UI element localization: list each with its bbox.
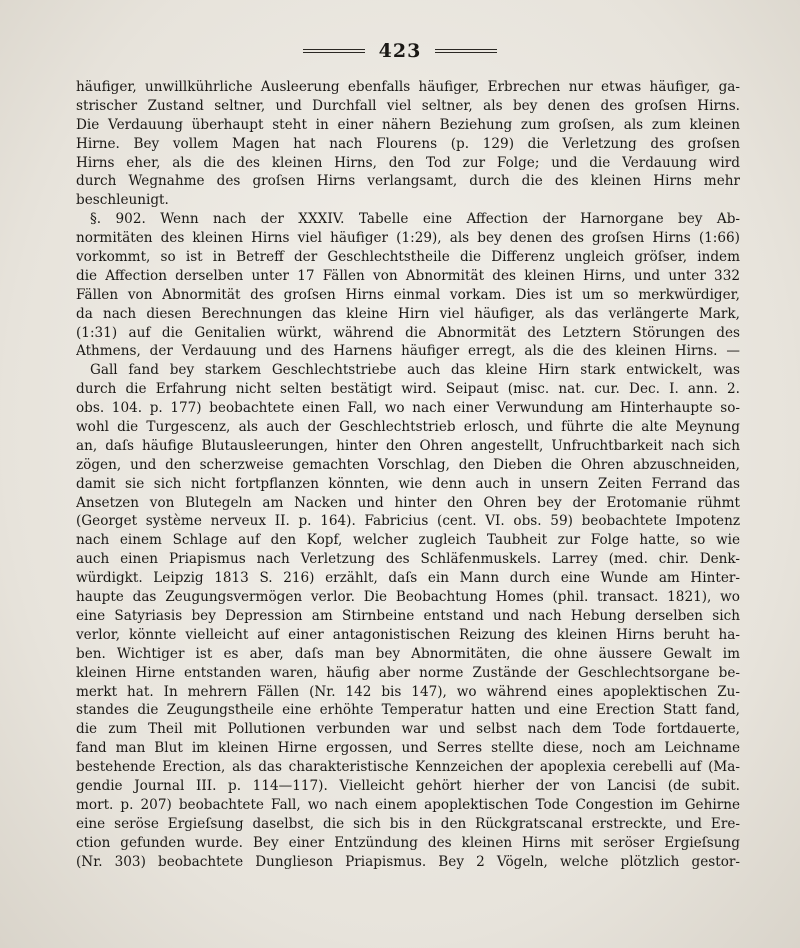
text-line: vorkommt, so ist in Betreff der Geschlechtstheile die Differenz ungleich gröſser, indem	[76, 249, 740, 266]
text-line: Ansetzen von Blutegeln am Nacken und hinter den Ohren bey der Erotomanie rühmt	[76, 494, 740, 511]
text-line: Hirne. Bey vollem Magen hat nach Flourens (p. 129) die Verletzung des groſsen	[76, 135, 740, 152]
text-line: durch Wegnahme des groſsen Hirns verlangsamt, durch die des kleinen Hirns mehr	[76, 173, 740, 190]
text-line: eine seröse Ergieſsung daselbst, die sich bis in den Rückgratscanal erstreckte, und Ere-	[76, 815, 740, 832]
text-line: eine Satyriasis bey Depression am Stirnbeine entstand und nach Hebung derselben sich	[76, 607, 740, 624]
text-line: haupte das Zeugungsvermögen verlor. Die Beobachtung Homes (phil. transact. 1821), wo	[76, 589, 740, 606]
text-line: kleinen Hirne entstanden waren, häufig aber norme Zustände der Geschlechtsorgane be-	[76, 664, 740, 681]
text-line: standes die Zeugungstheile eine erhöhte Temperatur hatten und eine Erection Statt fand,	[76, 702, 740, 719]
text-line: zögen, und den scherzweise gemachten Vorschlag, den Dieben die Ohren abzuschneiden,	[76, 456, 740, 473]
text-line: häufiger, unwillkührliche Ausleerung ebenfalls häufiger, Erbrechen nur etwas häufiger, ga-	[76, 79, 740, 95]
body-text	[76, 78, 740, 871]
text-line: mort. p. 207) beobachtete Fall, wo nach einem apoplektischen Tode Congestion im Gehirne	[76, 796, 740, 813]
text-line: normitäten des kleinen Hirns viel häufiger (1:29), als bey denen des groſsen Hirns (1:66)	[76, 230, 740, 247]
text-line: §. 902. Wenn nach der XXXIV. Tabelle eine Affection der Harnorgane bey Ab-	[90, 211, 740, 228]
text-line: (Georget système nerveux II. p. 164). Fabricius (cent. VI. obs. 59) beobachtete Impotenz	[76, 513, 740, 530]
text-line: Fällen von Abnormität des groſsen Hirns einmal vorkam. Dies ist um so merkwürdiger,	[76, 286, 740, 303]
text-line: (Nr. 303) beobachtete Dunglieson Priapismus. Bey 2 Vögeln, welche plötzlich gestor-	[76, 853, 740, 870]
text-line: würdigkt. Leipzig 1813 S. 216) erzählt, daſs ein Mann durch eine Wunde am Hinter-	[76, 570, 740, 587]
page-header	[0, 40, 800, 62]
header-rule-left	[303, 49, 365, 53]
text-line: nach einem Schlage auf den Kopf, welcher zugleich Taubheit zur Folge hatte, so wie	[76, 532, 740, 549]
text-line: an, daſs häufige Blutausleerungen, hinter den Ohren angestellt, Unfruchtbarkeit nach sich	[76, 437, 740, 454]
text-line: auch einen Priapismus nach Verletzung des Schläfenmuskels. Larrey (med. chir. Denk-	[76, 551, 740, 568]
text-line: durch die Erfahrung nicht selten bestätigt wird. Seipaut (misc. nat. cur. Dec. I. ann. 2.	[76, 381, 740, 398]
text-line: Die Verdauung überhaupt steht in einer nähern Beziehung zum groſsen, als zum kleinen	[76, 116, 740, 133]
text-line: strischer Zustand seltner, und Durchfall viel seltner, als bey denen des groſsen Hirns.	[76, 97, 740, 114]
text-line: da nach diesen Berechnungen das kleine Hirn viel häufiger, als das verlängerte Mark,	[76, 305, 740, 322]
page-number: 423	[378, 40, 422, 62]
text-line: die zum Theil mit Pollutionen verbunden war und selbst nach dem Tode fortdauerte,	[76, 721, 740, 738]
text-line: fand man Blut im kleinen Hirne ergossen, und Serres stellte diese, noch am Leichname	[76, 740, 740, 757]
text-line: gendie Journal III. p. 114—117). Vielleicht gehört hierher der von Lancisi (de subit.	[76, 777, 740, 794]
text-line: Gall fand bey starkem Geschlechtstriebe auch das kleine Hirn stark entwickelt, was	[90, 362, 740, 379]
text-line: ction gefunden wurde. Bey einer Entzündung des kleinen Hirns mit seröser Ergieſsung	[76, 834, 740, 851]
text-line: damit sie sich nicht fortpflanzen könnten, wie denn auch in unsern Zeiten Ferrand das	[76, 475, 740, 492]
text-line: Athmens, der Verdauung und des Harnens häufiger erregt, als die des kleinen Hirns. —	[76, 343, 740, 360]
header-rule-right	[435, 49, 497, 53]
text-line: wohl die Turgescenz, als auch der Geschlechtstrieb erlosch, und führte die alte Meynung	[76, 419, 740, 436]
text-line: die Affection derselben unter 17 Fällen von Abnormität des kleinen Hirns, und unter 332	[76, 267, 740, 284]
text-line: beschleunigt.	[76, 192, 169, 209]
text-line: obs. 104. p. 177) beobachtete einen Fall, wo nach einer Verwundung am Hinterhaupte so-	[76, 400, 740, 417]
text-line: merkt hat. In mehrern Fällen (Nr. 142 bis 147), wo während eines apoplektischen Zu-	[76, 683, 740, 700]
text-line: (1:31) auf die Genitalien würkt, während die Abnormität des Letztern Störungen des	[76, 324, 740, 341]
text-line: bestehende Erection, als das charakteristische Kennzeichen der apoplexia cerebelli auf (Ma-	[76, 759, 740, 776]
text-line: ben. Wichtiger ist es aber, daſs man bey Abnormitäten, die ohne äussere Gewalt im	[76, 645, 740, 662]
text-line: Hirns eher, als die des kleinen Hirns, den Tod zur Folge; und die Verdauung wird	[76, 154, 740, 171]
text-line: verlor, könnte vielleicht auf einer antagonistischen Reizung des kleinen Hirns beruht ha-	[76, 626, 740, 643]
